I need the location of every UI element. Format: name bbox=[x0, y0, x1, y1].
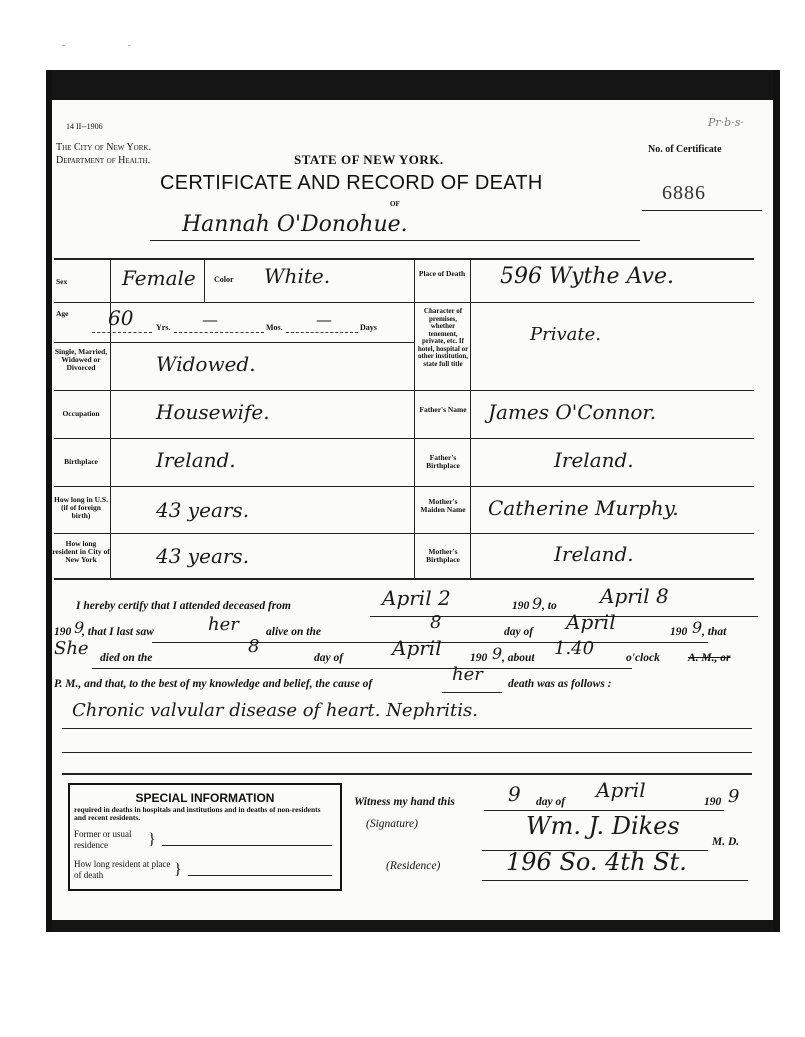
mother-name-label: Mother's Maiden Name bbox=[420, 497, 466, 514]
cert-line3-text-b: day of bbox=[314, 652, 344, 664]
cert-line3-text-a: died on the bbox=[100, 652, 153, 664]
form-number: 14 II--1906 bbox=[66, 122, 103, 131]
physician-residence: 196 So. 4th St. bbox=[506, 848, 687, 876]
death-month: April bbox=[392, 636, 442, 660]
scan-artifact: - - bbox=[62, 40, 162, 51]
am-label-struck: A. M., or bbox=[688, 652, 731, 664]
how-long-city-label: How long resident in City of New York bbox=[52, 539, 110, 564]
city-name: The City of New York. bbox=[56, 142, 151, 153]
certificate-frame bbox=[46, 70, 780, 932]
marital-label: Single, Married, Widowed or Divorced bbox=[54, 347, 108, 372]
age-months-value: — bbox=[202, 310, 218, 329]
how-long-resident-label: How long resident at place of death bbox=[74, 859, 171, 880]
special-information-box bbox=[68, 783, 342, 891]
cert-line2-text-b: alive on the bbox=[266, 626, 321, 638]
physician-signature: Wm. J. Dikes bbox=[526, 812, 680, 840]
cert-line4-text-a: P. M., and that, to the best of my knowledge and belief, the cause of bbox=[54, 678, 373, 690]
father-birthplace-value: Ireland. bbox=[554, 448, 634, 472]
former-residence-label: Former or usual residence bbox=[74, 829, 132, 850]
witness-day: 9 bbox=[508, 782, 521, 806]
of-label: OF bbox=[390, 200, 400, 208]
pronoun-cause: her bbox=[452, 664, 483, 685]
certificate-title: CERTIFICATE AND RECORD OF DEATH bbox=[160, 172, 543, 194]
color-label: Color bbox=[214, 275, 234, 284]
witness-year: 9 bbox=[728, 786, 740, 807]
marital-value: Widowed. bbox=[156, 352, 256, 376]
sex-value: Female bbox=[122, 266, 196, 290]
deceased-name: Hannah O'Donohue. bbox=[182, 212, 408, 237]
cert-line2-text-a: , that I last saw bbox=[82, 626, 154, 638]
special-info-note: required in deaths in hospitals and institutions and in deaths of non-residents and recent residents. bbox=[74, 805, 321, 822]
pronoun-last-saw: her bbox=[208, 614, 239, 635]
birthplace-value: Ireland. bbox=[156, 448, 236, 472]
scan-top-edge bbox=[52, 70, 773, 100]
death-day: 8 bbox=[248, 636, 260, 657]
cert-line2-text-d: , that bbox=[702, 626, 727, 638]
special-info-title: SPECIAL INFORMATION bbox=[135, 791, 275, 805]
death-time: 1.40 bbox=[554, 638, 595, 659]
scan-bottom-edge bbox=[52, 920, 773, 932]
mother-birthplace-label: Mother's Birthplace bbox=[426, 547, 460, 564]
how-long-city-value: 43 years. bbox=[156, 544, 250, 568]
attended-from-date: April 2 bbox=[382, 586, 451, 610]
death-year: 9 bbox=[492, 644, 503, 663]
father-name-label: Father's Name bbox=[419, 405, 467, 414]
former-residence-brace: } bbox=[148, 831, 156, 848]
years-label: Yrs. bbox=[156, 323, 171, 332]
father-birthplace-label: Father's Birthplace bbox=[426, 453, 460, 470]
attended-to-year: 9 bbox=[74, 618, 85, 637]
year-prefix-2: 190 bbox=[670, 626, 688, 638]
cert-line1-text: I hereby certify that I attended deceased from bbox=[76, 600, 291, 612]
year-prefix-3: 190 bbox=[470, 652, 488, 664]
how-long-us-value: 43 years. bbox=[156, 498, 250, 522]
to-label: , to bbox=[542, 600, 557, 612]
witness-text-a: Witness my hand this bbox=[354, 796, 455, 808]
birthplace-label: Birthplace bbox=[64, 457, 98, 466]
age-label: Age bbox=[56, 309, 69, 318]
character-value: Private. bbox=[530, 324, 601, 345]
cert-line3-text-d: o'clock bbox=[626, 652, 660, 664]
attended-to-date: April 8 bbox=[600, 584, 669, 608]
cert-line3-text-c: , about bbox=[502, 652, 535, 664]
occupation-label: Occupation bbox=[62, 409, 100, 418]
color-value: White. bbox=[264, 264, 331, 288]
department-name: Department of Health. bbox=[56, 155, 151, 166]
cert-line2-year-prefix: 190 bbox=[54, 626, 72, 638]
place-of-death-value: 596 Wythe Ave. bbox=[500, 264, 675, 289]
mother-birthplace-value: Ireland. bbox=[554, 542, 634, 566]
residence-label: (Residence) bbox=[386, 860, 441, 872]
how-long-us-label: How long in U.S. (if of foreign birth) bbox=[54, 495, 108, 520]
md-label: M. D. bbox=[712, 836, 740, 848]
cert-line2-text-c: day of bbox=[504, 626, 534, 638]
how-long-resident-brace: } bbox=[174, 861, 182, 878]
cause-of-death: Chronic valvular disease of heart. Nephritis. bbox=[72, 700, 479, 721]
attended-from-year: 9 bbox=[532, 594, 543, 613]
witness-text-b: day of bbox=[536, 796, 566, 808]
age-days-value: — bbox=[316, 310, 332, 329]
months-label: Mos. bbox=[266, 323, 283, 332]
pronoun-died: She bbox=[54, 638, 89, 659]
signature-label: (Signature) bbox=[366, 818, 418, 830]
last-seen-year: 9 bbox=[692, 618, 703, 637]
character-label: Character of premises, whether tenement, private, etc. If hotel, hospital or other institution, state full title bbox=[417, 307, 469, 368]
age-years-value: 60 bbox=[108, 306, 134, 330]
place-of-death-label: Place of Death bbox=[418, 269, 466, 278]
year-prefix-1: 190 bbox=[512, 600, 530, 612]
last-seen-day: 8 bbox=[430, 612, 442, 633]
mother-name-value: Catherine Murphy. bbox=[488, 496, 679, 520]
corner-mark: Pr·b·s· bbox=[708, 116, 744, 129]
days-label: Days bbox=[360, 323, 377, 332]
witness-year-prefix: 190 bbox=[704, 796, 722, 808]
sex-label: Sex bbox=[56, 277, 68, 286]
witness-month: April bbox=[596, 778, 646, 802]
certificate-number: 6886 bbox=[662, 182, 706, 204]
cert-line4-text-b: death was as follows : bbox=[508, 678, 612, 690]
last-seen-month: April bbox=[566, 610, 616, 634]
certificate-number-label: No. of Certificate bbox=[648, 144, 722, 155]
state-heading: STATE OF NEW YORK. bbox=[294, 152, 444, 167]
occupation-value: Housewife. bbox=[156, 400, 270, 424]
father-name-value: James O'Connor. bbox=[488, 400, 657, 424]
